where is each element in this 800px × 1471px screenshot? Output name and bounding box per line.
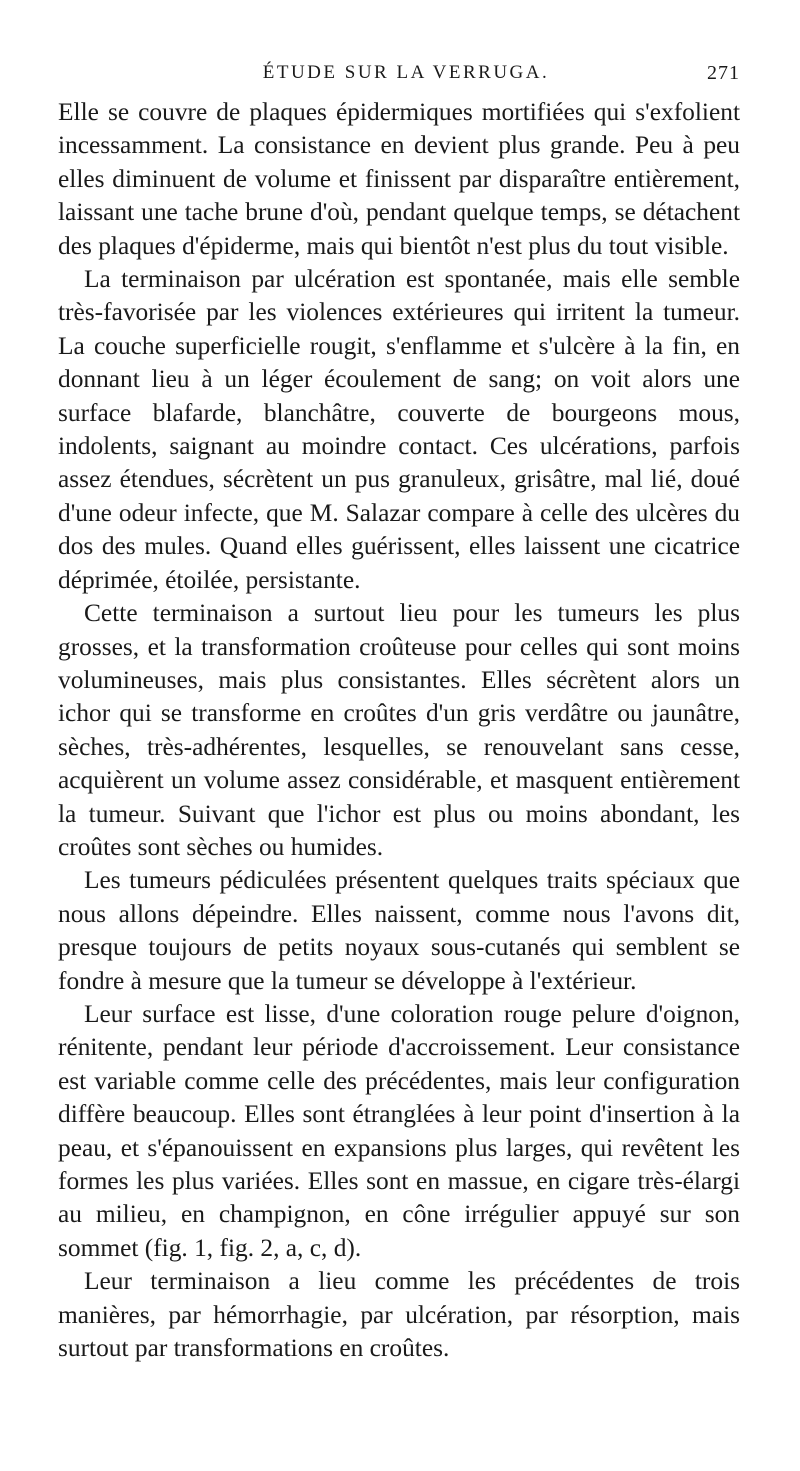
running-head bbox=[72, 62, 740, 88]
paragraph-pediculate-tumors: Les tumeurs pédiculées présentent quelques traits spéciaux que nous allons dépeindre. Elles naissent, comme nous l'avons dit, presque toujours de petits noyaux sous-cutanés qui semblent se fondre à mesure que la tumeur se développe à l'extérieur. bbox=[58, 866, 740, 995]
paragraph-ulceration: La terminaison par ulcération est spontanée, mais elle semble très-favorisée par les violences extérieures qui irritent la tumeur. La couche superficielle rougit, s'enflamme et s'ulcère à la fin, en donnant lieu à un léger écoulement de sang; on voit alors une surface blafarde, blanchâtre, couverte de bourgeons mous, indolents, saignant au moindre contact. Ces ulcérations, parfois assez étendues, sécrètent un pus granuleux, grisâtre, mal lié, doué d'une odeur infecte, que M. Salazar compare à celle des ulcères du dos des mules. Quand elles guérissent, elles laissent une cicatrice déprimée, étoilée, persistante. bbox=[58, 265, 740, 594]
paragraph-surface: Leur surface est lisse, d'une coloration rouge pelure d'oignon, rénitente, pendant leur période d'accroissement. Leur consistance est variable comme celle des précédentes, mais leur configuration diffère beaucoup. Elles sont étranglées à leur point d'insertion à la peau, et s'épanouissent en expansions plus larges, qui revêtent les formes les plus variées. Elles sont en massue, en cigare très-élargi au milieu, en champignon, en cône irrégulier appuyé sur son sommet (fig. 1, fig. 2, a, c, d). bbox=[58, 999, 740, 1262]
body-text bbox=[58, 96, 740, 1365]
paragraph-continuation: Elle se couvre de plaques épidermiques mortifiées qui s'exfolient incessamment. La consistance en devient plus grande. Peu à peu elles diminuent de volume et finissent par disparaître entièrement, laissant une tache brune d'où, pendant quelque temps, se détachent des plaques d'épiderme, mais qui bientôt n'est plus du tout visible. bbox=[58, 98, 740, 260]
page-number: 271 bbox=[707, 62, 740, 84]
running-title: ÉTUDE SUR LA VERRUGA. bbox=[262, 62, 550, 83]
paragraph-crust-transformation: Cette terminaison a surtout lieu pour les tumeurs les plus grosses, et la transformation croûteuse pour celles qui sont moins volumineuses, mais plus consistantes. Elles sécrètent alors un ichor qui se transforme en croûtes d'un gris verdâtre ou jaunâtre, sèches, très-adhérentes, lesquelles, se renouvelant sans cesse, acquièrent un volume assez considérable, et masquent entièrement la tumeur. Suivant que l'ichor est plus ou moins abondant, les croûtes sont sèches ou humides. bbox=[58, 599, 740, 861]
paragraph-termination: Leur terminaison a lieu comme les précédentes de trois manières, par hémorrhagie, par ulcération, par résorption, mais surtout par transformations en croûtes. bbox=[58, 1267, 740, 1363]
